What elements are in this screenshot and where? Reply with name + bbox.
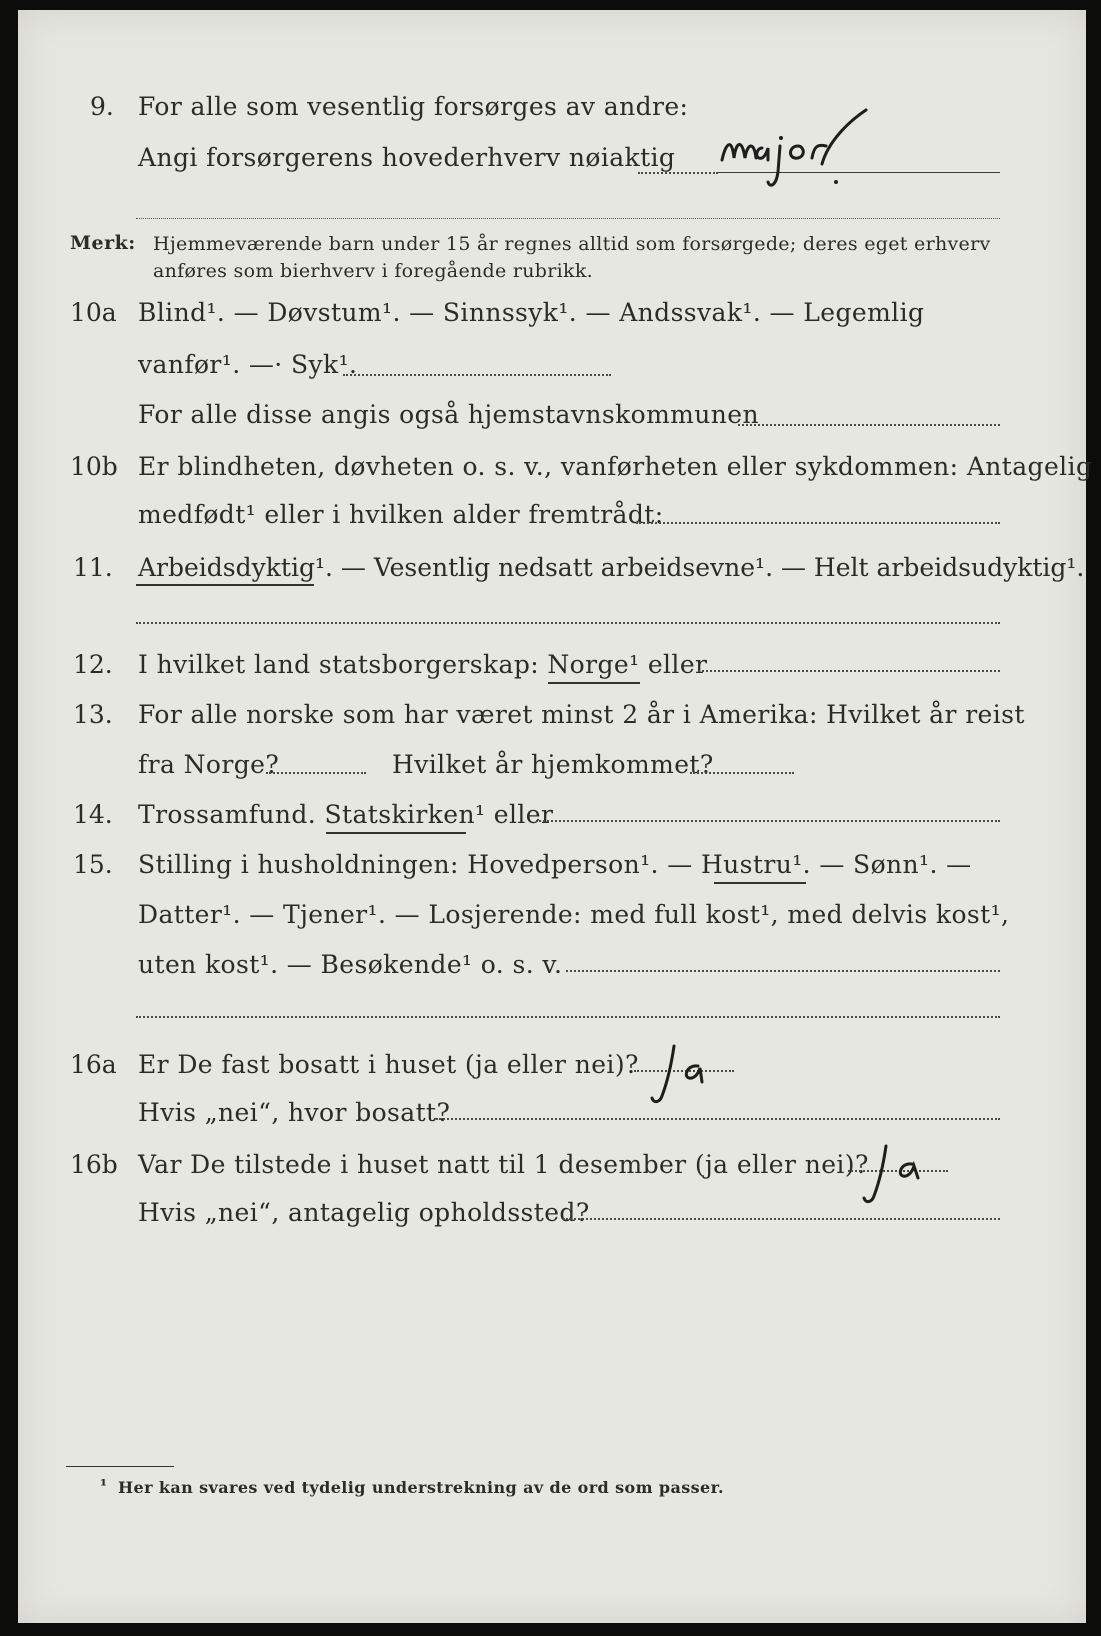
answer-line <box>266 772 366 774</box>
answer-line <box>563 1218 1000 1220</box>
question-13-number: 13. <box>73 700 113 729</box>
underline-norge <box>548 682 640 684</box>
answer-line <box>636 522 1000 524</box>
question-16b-line1: Var De tilstede i huset natt til 1 desember (ja eller nei)? <box>138 1150 869 1179</box>
answer-line <box>690 772 794 774</box>
answer-line <box>136 622 1000 624</box>
answer-line <box>638 172 718 174</box>
question-11-line1: Arbeidsdyktig¹. — Vesentlig nedsatt arbeidsevne¹. — Helt arbeidsudyktig¹. <box>138 553 1085 582</box>
separator-line <box>136 218 1000 219</box>
answer-line <box>566 970 1000 972</box>
question-11-number: 11. <box>73 553 113 582</box>
question-14-number: 14. <box>73 800 113 829</box>
handwritten-answer-ja-16a <box>646 1040 726 1114</box>
question-10a-line3: For alle disse angis også hjemstavnskommunen <box>138 400 759 429</box>
answer-line <box>436 1118 1000 1120</box>
question-9-number: 9. <box>90 92 114 121</box>
question-15-line2: Datter¹. — Tjener¹. — Losjerende: med full kost¹, med delvis kost¹, <box>138 900 1010 929</box>
question-13-line2a: fra Norge? <box>138 750 280 779</box>
question-16b-line2: Hvis „nei“, antagelig opholdssted? <box>138 1198 590 1227</box>
question-10a-line1: Blind¹. — Døvstum¹. — Sinnssyk¹. — Andssvak¹. — Legemlig <box>138 298 925 327</box>
footnote-text: Her kan svares ved tydelig understrekning av de ord som passer. <box>118 1478 724 1497</box>
question-13-line2b: Hvilket år hjemkommet? <box>392 750 714 779</box>
question-10b-line1: Er blindheten, døvheten o. s. v., vanførheten eller sykdommen: Antagelig <box>138 452 1093 481</box>
question-10a-number: 10a <box>70 298 117 327</box>
question-10b-number: 10b <box>70 452 118 481</box>
handwritten-answer-major <box>718 102 878 206</box>
question-16a-line1: Er De fast bosatt i huset (ja eller nei)? <box>138 1050 639 1079</box>
question-16a-line2: Hvis „nei“, hvor bosatt? <box>138 1098 451 1127</box>
merk-label: Merk: <box>70 232 136 254</box>
underline-statskirken <box>326 832 466 834</box>
question-15-line1: Stilling i husholdningen: Hovedperson¹. — Hustru¹. — Sønn¹. — <box>138 850 972 879</box>
question-12-number: 12. <box>73 650 113 679</box>
merk-line2: anføres som bierhverv i foregående rubrikk. <box>153 260 593 282</box>
footnote-rule <box>66 1466 174 1467</box>
question-9-line1: For alle som vesentlig forsørges av andre: <box>138 92 689 121</box>
answer-line <box>536 820 1000 822</box>
underline-hustru <box>714 882 806 884</box>
question-13-line1: For alle norske som har været minst 2 år i Amerika: Hvilket år reist <box>138 700 1025 729</box>
underline-arbeidsdyktig <box>136 584 314 586</box>
answer-line <box>136 1016 1000 1018</box>
question-10b-line2: medfødt¹ eller i hvilken alder fremtrådt: <box>138 500 664 529</box>
answer-line <box>738 424 1000 426</box>
question-15-number: 15. <box>73 850 113 879</box>
footnote-mark: ¹ <box>100 1476 108 1495</box>
census-form-page <box>18 10 1093 1623</box>
merk-line1: Hjemmeværende barn under 15 år regnes alltid som forsørgede; deres eget erhverv <box>153 233 991 255</box>
answer-line <box>343 374 611 376</box>
question-15-line3: uten kost¹. — Besøkende¹ o. s. v. <box>138 950 563 979</box>
question-16b-number: 16b <box>70 1150 118 1179</box>
handwritten-answer-ja-16b <box>858 1140 938 1214</box>
question-9-line2: Angi forsørgerens hovederhverv nøiaktig <box>138 143 676 172</box>
question-16a-number: 16a <box>70 1050 117 1079</box>
answer-line <box>698 670 1000 672</box>
question-14-line1: Trossamfund. Statskirken¹ eller <box>138 800 554 829</box>
question-10a-line2: vanfør¹. —· Syk¹. <box>138 350 358 379</box>
question-12-line1: I hvilket land statsborgerskap: Norge¹ eller <box>138 650 708 679</box>
